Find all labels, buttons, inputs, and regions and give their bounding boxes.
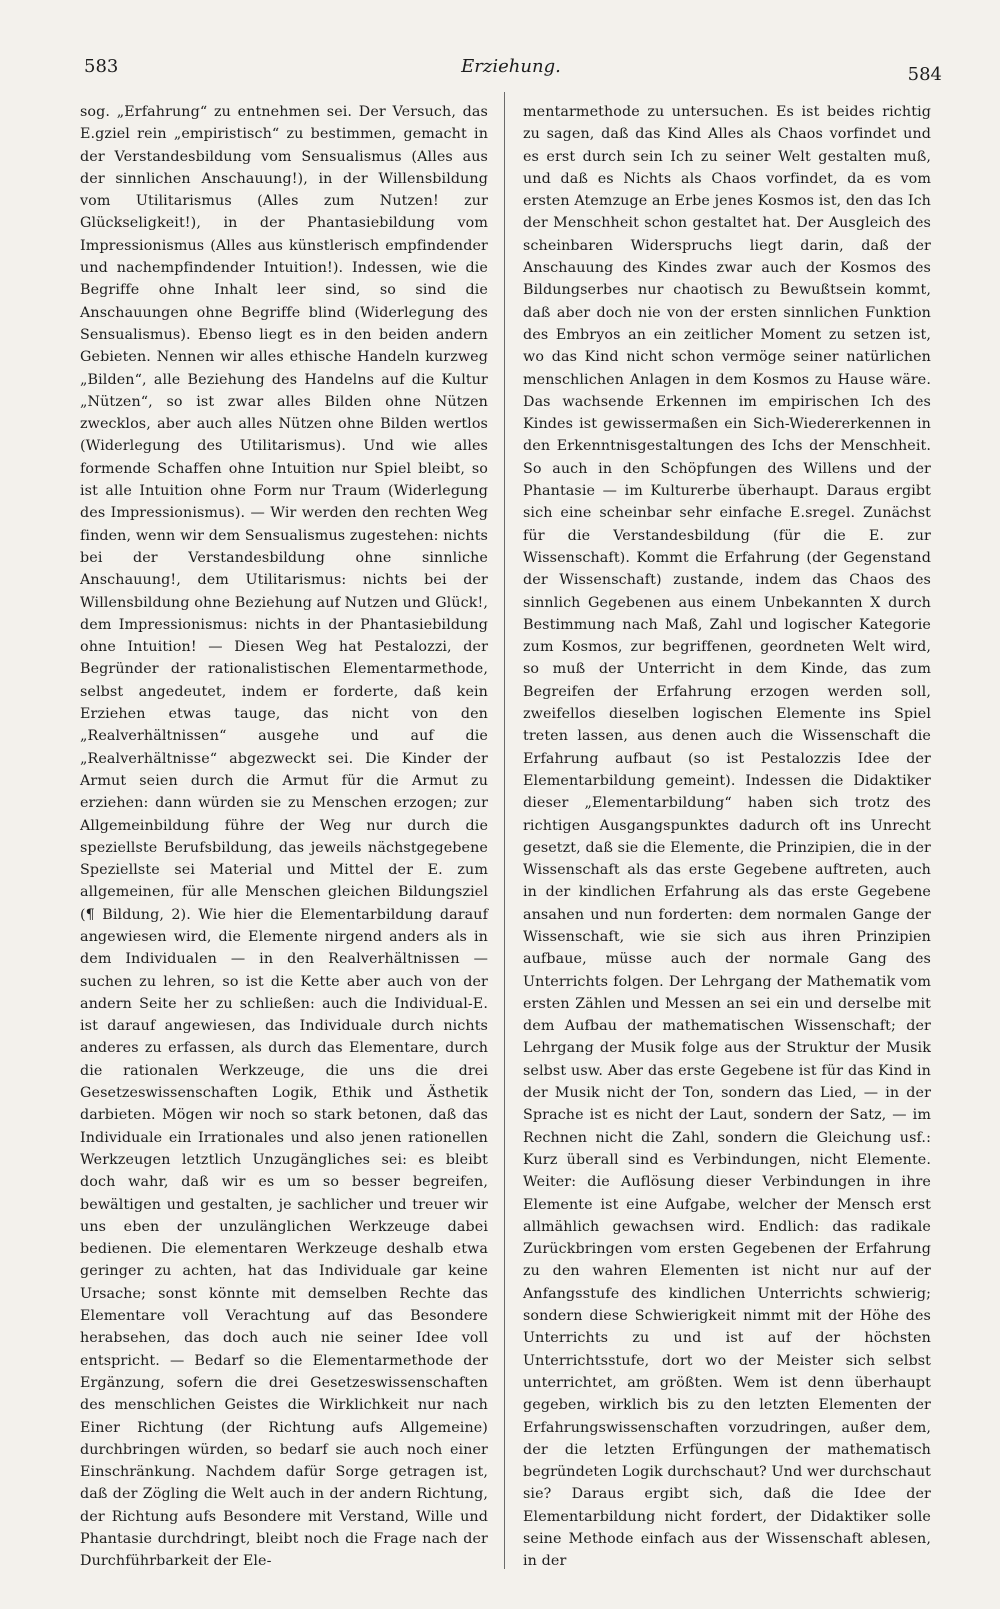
- column-divider: [504, 92, 505, 1569]
- column-left-text: sog. „Erfahrung“ zu entnehmen sei. Der Versuch, das E.gziel rein „empiristisch“ zu bestimmen, gemacht in der Verstandesbildung vom Sensualismus (Alles aus der sinnlichen Anschauung!), in der Willensbildung vom Utilitarismus (Alles zum Nutzen! zur Glückseligkeit!), in der Phantasiebildung vom Impressionismus (Alles aus künstlerisch empfindender und nachempfindender Intuition!). Indessen, wie die Begriffe ohne Inhalt leer sind, so sind die Anschauungen ohne Begriffe blind (Widerlegung des Sensualismus). Ebenso liegt es in den beiden andern Gebieten. Nennen wir alles ethische Handeln kurzweg „Bilden“, alle Beziehung des Handelns auf die Kultur „Nützen“, so ist zwar alles Bilden ohne Nützen zwecklos, aber auch alles Nützen ohne Bilden wertlos (Widerlegung des Utilitarismus). Und wie alles formende Schaffen ohne Intuition nur Spiel bleibt, so ist alle Intuition ohne Form nur Traum (Widerlegung des Impressionismus). — Wir werden den rechten Weg finden, wenn wir dem Sensualismus zugestehen: nichts bei der Verstandesbildung ohne sinnliche Anschauung!, dem Utilitarismus: nichts bei der Willensbildung ohne Beziehung auf Nutzen und Glück!, dem Impressionismus: nichts in der Phantasiebildung ohne Intuition! — Diesen Weg hat Pestalozzi, der Begründer der rationalistischen Elementarmethode, selbst angedeutet, indem er forderte, daß kein Erziehen etwas tauge, das nicht von den „Realverhältnissen“ ausgehe und auf die „Realverhältnisse“ abgezweckt sei. Die Kinder der Armut seien durch die Armut für die Armut zu erziehen: dann würden sie zu Menschen erzogen; zur Allgemeinbildung führe der Weg nur durch die speziellste Berufsbildung, das jeweils nächstgegebene Speziellste sei Material und Mittel der E. zum allgemeinen, für alle Menschen gleichen Bildungsziel (¶ Bildung, 2). Wie hier die Elementarbildung darauf angewiesen wird, die Elemente nirgend anders als in dem Individualen — in den Realverhältnissen — suchen zu lehren, so ist die Kette aber auch von der andern Seite her zu schließen: auch die Individual-E. ist darauf angewiesen, das Individuale durch nichts anderes zu erfassen, als durch das Elementare, durch die rationalen Werkzeuge, die uns die drei Gesetzeswissenschaften Logik, Ethik und Ästhetik darbieten. Mögen wir noch so stark betonen, daß das Individuale ein Irrationales und also jenen rationellen Werkzeugen letztlich Unzugängliches sei: es bleibt doch wahr, daß wir es um so besser begreifen, bewältigen und gestalten, je sachlicher und treuer wir uns eben der unzulänglichen Werkzeuge dabei bedienen. Die elementaren Werkzeuge deshalb etwa geringer zu achten, hat das Individuale gar keine Ursache; sonst könnte mit demselben Rechte das Elementare voll Verachtung auf das Besondere herabsehen, das doch auch nie seiner Idee voll entspricht. — Bedarf so die Elementarmethode der Ergänzung, sofern die drei Gesetzeswissenschaften des menschlichen Geistes die Wirklichkeit nur nach Einer Richtung (der Richtung aufs Allgemeine) durchbringen würden, so bedarf sie auch noch einer Einschränkung. Nachdem dafür Sorge getragen ist, daß der Zögling die Welt auch in der andern Richtung, der Richtung aufs Besondere mit Verstand, Wille und Phantasie durchdringt, bleibt noch die Frage nach der Durchführbarkeit der Ele-: [80, 104, 488, 1570]
- column-right-text: mentarmethode zu untersuchen. Es ist beides richtig zu sagen, daß das Kind Alles als Chaos vorfindet und es erst durch sein Ich zu seiner Welt gestalten muß, und daß es Nichts als Chaos vorfindet, da es vom ersten Atemzuge an Erbe jenes Kosmos ist, den das Ich der Menschheit schon gestaltet hat. Der Ausgleich des scheinbaren Widerspruchs liegt darin, daß der Anschauung des Kindes zwar auch der Kosmos des Bildungserbes nur chaotisch zu Bewußtsein kommt, daß aber doch nie von der ersten sinnlichen Funktion des Embryos an ein zeitlicher Moment zu setzen ist, wo das Kind nicht schon vermöge seiner natürlichen menschlichen Anlagen in dem Kosmos zu Hause wäre. Das wachsende Erkennen im empirischen Ich des Kindes ist gewissermaßen ein Sich-Wiedererkennen in den Erkenntnisgestaltungen des Ichs der Menschheit. So auch in den Schöpfungen des Willens und der Phantasie — im Kulturerbe überhaupt. Daraus ergibt sich eine scheinbar sehr einfache E.sregel. Zunächst für die Verstandesbildung (für die E. zur Wissenschaft). Kommt die Erfahrung (der Gegenstand der Wissenschaft) zustande, indem das Chaos des sinnlich Gegebenen aus einem Unbekannten X durch Bestimmung nach Maß, Zahl und logischer Kategorie zum Kosmos, zur begriffenen, geordneten Welt wird, so muß der Unterricht in dem Kinde, das zum Begreifen der Erfahrung erzogen werden soll, zweifellos dieselben logischen Elemente ins Spiel treten lassen, aus denen auch die Wissenschaft die Erfahrung aufbaut (so ist Pestalozzis Idee der Elementarbildung gemeint). Indessen die Didaktiker dieser „Elementarbildung“ haben sich trotz des richtigen Ausgangspunktes dadurch oft ins Unrecht gesetzt, daß sie die Elemente, die Prinzipien, die in der Wissenschaft als das erste Gegebene auftreten, auch in der kindlichen Erfahrung als das erste Gegebene ansahen und nun forderten: dem normalen Gange der Wissenschaft, wie sie sich aus ihren Prinzipien aufbaue, müsse auch der normale Gang des Unterrichts folgen. Der Lehrgang der Mathematik vom ersten Zählen und Messen an sei ein und derselbe mit dem Aufbau der mathematischen Wissenschaft; der Lehrgang der Musik folge aus der Struktur der Musik selbst usw. Aber das erste Gegebene ist für das Kind in der Musik nicht der Ton, sondern das Lied, — in der Sprache ist es nicht der Laut, sondern der Satz, — im Rechnen nicht die Zahl, sondern die Gleichung usf.: Kurz überall sind es Verbindungen, nicht Elemente. Weiter: die Auflösung dieser Verbindungen in ihre Elemente ist eine Aufgabe, welcher der Mensch erst allmählich gewachsen wird. Endlich: das radikale Zurückbringen vom ersten Gegebenen der Erfahrung zu den wahren Elementen ist nicht nur auf der Anfangsstufe des kindlichen Unterrichts schwierig; sondern diese Schwierigkeit nimmt mit der Höhe des Unterrichts zu und ist auf der höchsten Unterrichtsstufe, dort wo der Meister sich selbst unterrichtet, am größten. Wem ist denn überhaupt gegeben, wirklich bis zu den letzten Elementen der Erfahrungswissenschaften vorzudringen, außer dem, der die letzten Erfüngungen der mathematisch begründeten Logik durchschaut? Und wer durchschaut sie? Daraus ergibt sich, daß die Idee der Elementarbildung nicht fordert, der Didaktiker solle seine Methode einfach aus der Wissenschaft ablesen, in der: [523, 104, 931, 1570]
- column-left: [80, 101, 488, 1573]
- running-header: [80, 56, 942, 84]
- page-number-right: 584: [907, 64, 942, 85]
- page-number-left: 583: [84, 56, 119, 77]
- column-right: [523, 101, 931, 1573]
- running-title: Erziehung.: [461, 56, 561, 77]
